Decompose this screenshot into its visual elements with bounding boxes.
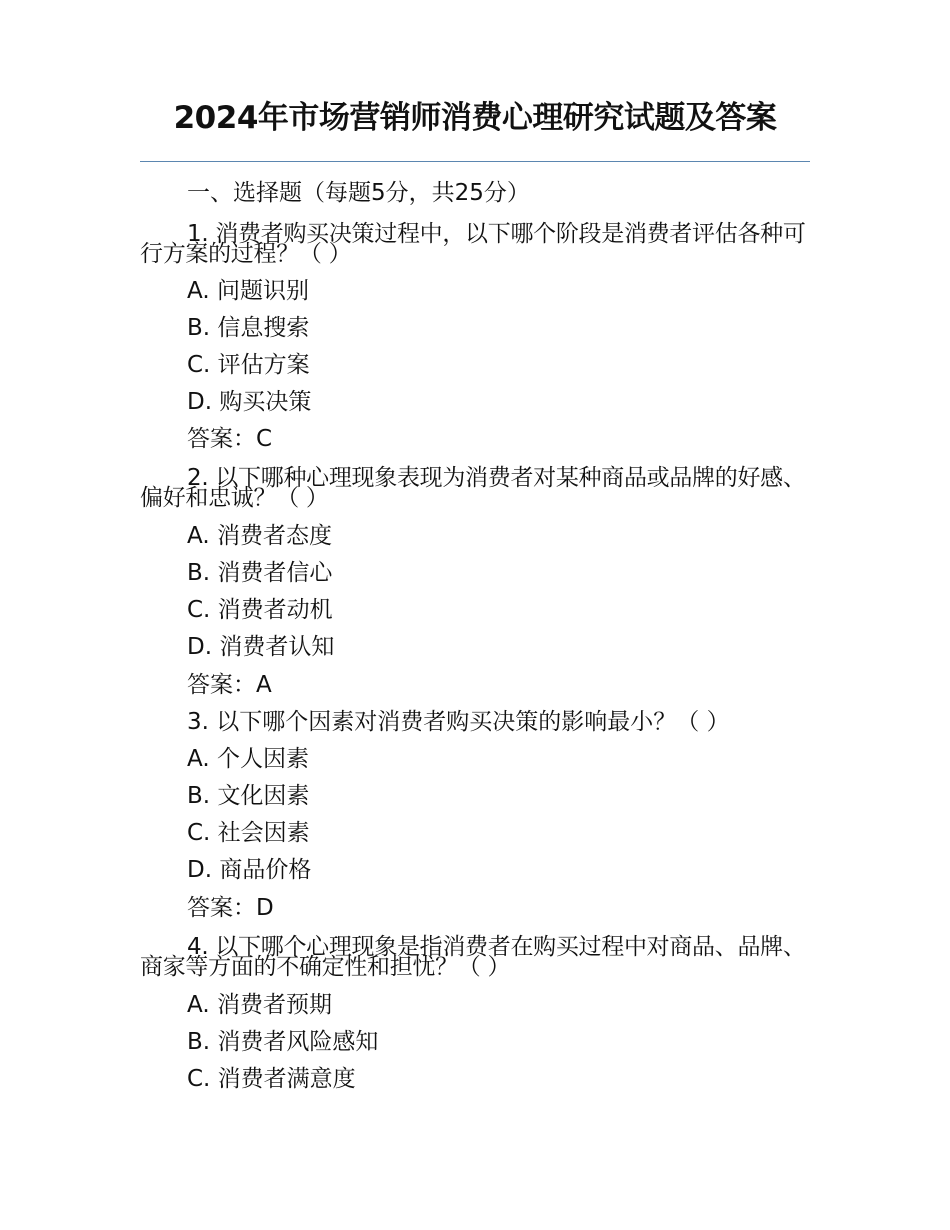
question-option: D. 购买决策 (187, 389, 312, 415)
question-stem: 4. 以下哪个心理现象是指消费者在购买过程中对商品、品牌、商家等方面的不确定性和担忧？（ ） (140, 934, 806, 980)
question-option: A. 问题识别 (187, 278, 309, 304)
question-option: D. 商品价格 (187, 857, 312, 883)
document-title: 2024年市场营销师消费心理研究试题及答案 (173, 100, 777, 136)
title-underline (140, 161, 810, 162)
question-option: A. 消费者态度 (187, 523, 332, 549)
question-answer: 答案：D (187, 895, 274, 921)
question-option: A. 消费者预期 (187, 992, 332, 1018)
question-option: C. 消费者满意度 (187, 1066, 356, 1092)
question-stem: 1. 消费者购买决策过程中，以下哪个阶段是消费者评估各种可行方案的过程？（ ） (140, 221, 806, 267)
question-option: B. 消费者风险感知 (187, 1029, 379, 1055)
section-heading: 一、选择题（每题5分，共25分） (187, 180, 530, 206)
question-answer: 答案：A (187, 672, 272, 698)
question-option: D. 消费者认知 (187, 634, 335, 660)
question-stem: 2. 以下哪种心理现象表现为消费者对某种商品或品牌的好感、偏好和忠诚？（ ） (140, 465, 806, 511)
question-option: B. 信息搜索 (187, 315, 310, 341)
question-stem: 3. 以下哪个因素对消费者购买决策的影响最小？（ ） (187, 709, 730, 735)
question-option: B. 文化因素 (187, 783, 310, 809)
question-option: C. 社会因素 (187, 820, 310, 846)
question-option: B. 消费者信心 (187, 560, 333, 586)
question-option: C. 消费者动机 (187, 597, 333, 623)
question-option: A. 个人因素 (187, 746, 309, 772)
question-answer: 答案：C (187, 426, 273, 452)
question-option: C. 评估方案 (187, 352, 310, 378)
